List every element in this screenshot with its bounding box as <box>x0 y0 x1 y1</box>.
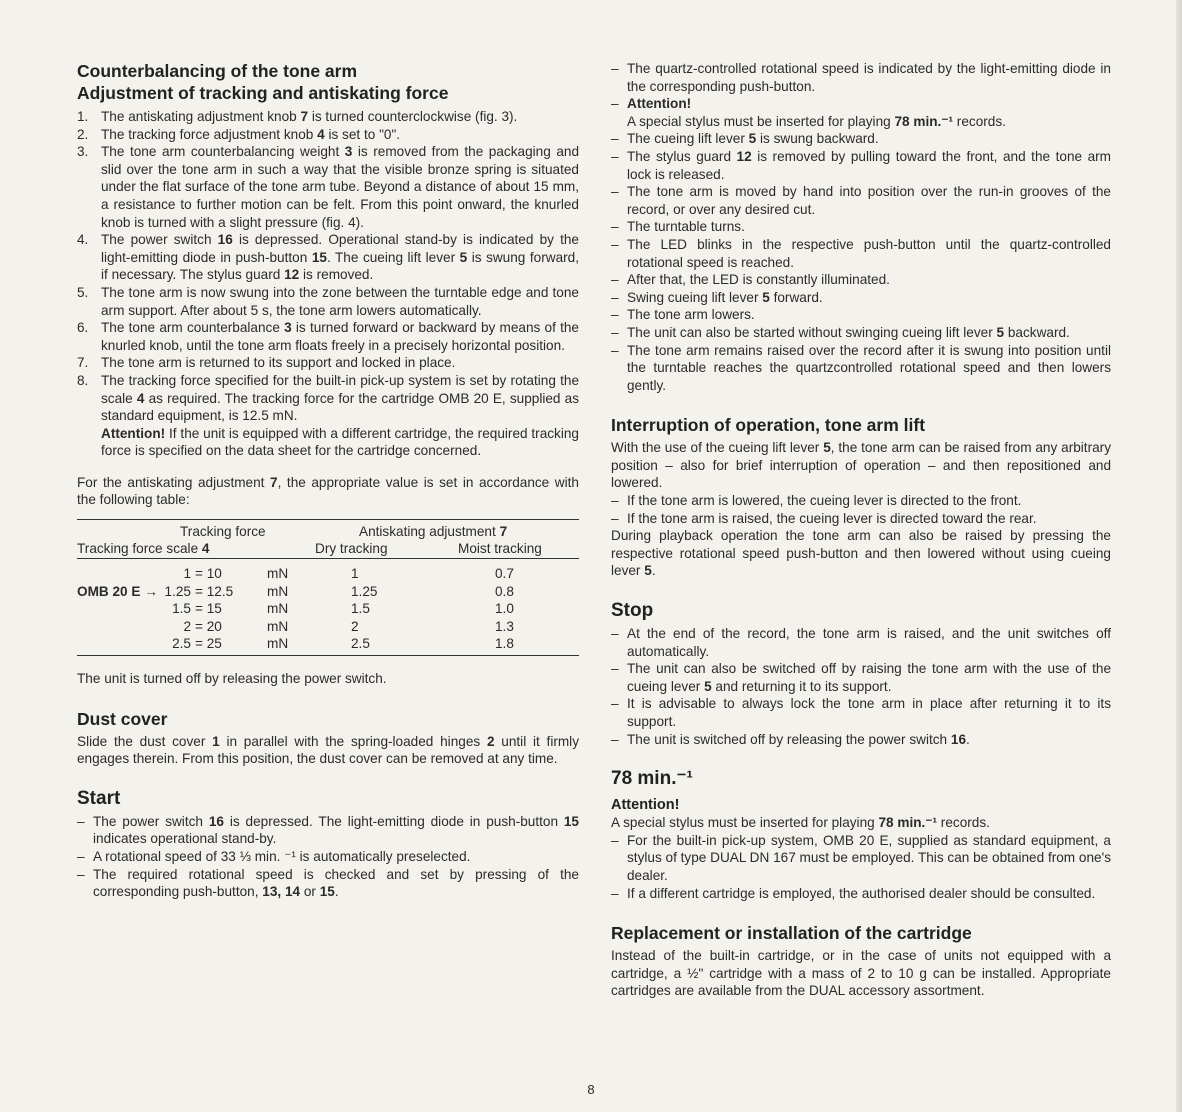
table-cell-dry: 1.5 <box>351 601 370 617</box>
table-head-antiskating: Antiskating adjustment 7 <box>359 524 508 540</box>
start-item: – The LED blinks in the respective push-button until the quartz-controlled rotational speed is reached. <box>611 236 1111 271</box>
step-number: 7. <box>77 355 89 371</box>
interruption-tail: During playback operation the tone arm can also be raised by pressing the respective rotational speed push-button and then lowered without using cueing lever 5. <box>611 528 1111 579</box>
right-column <box>611 60 1111 1000</box>
table-cell-dry: 1.25 <box>351 583 378 599</box>
start-item: – The tone arm is moved by hand into position over the run-in grooves of the record, or over any desired cut. <box>611 183 1111 218</box>
table-cell-unit: mN <box>267 583 289 599</box>
stop-item: – It is advisable to always lock the tone arm in place after returning it to its support. <box>611 695 1111 730</box>
start-item: – The turntable turns. <box>611 218 1111 236</box>
table-cell-scale: 2.5 <box>172 636 191 652</box>
table-cell-scale: 1.25 <box>164 583 191 599</box>
stop-item: – The unit is switched off by releasing the power switch 16. <box>611 731 1111 749</box>
antiskating-intro: For the antiskating adjustment 7, the appropriate value is set in accordance with the following table: <box>77 474 579 508</box>
step-number: 5. <box>77 284 89 300</box>
table-cell-scale: 1 <box>183 566 191 582</box>
78-min-list <box>611 832 1111 902</box>
table-cell-moist: 1.0 <box>495 601 514 617</box>
start-continued-list <box>611 60 1111 394</box>
step-item: 1. The antiskating adjustment knob 7 is turned counterclockwise (fig. 3). <box>77 109 518 124</box>
step-item: 3. The tone arm counterbalancing weight 3 is removed from the packaging and slid over the tone arm in such a way that the visible bronze spring is situated under the flat surface of the tone arm tube. Beyond a distance of about 15 mm, a resistance to further motion can be felt. From this point onward, the knurled knob is turned with a slight pressure (fig. 4). <box>77 144 579 230</box>
table-cell-dry: 2.5 <box>351 636 370 652</box>
start-item: – The stylus guard 12 is removed by pulling toward the front, and the tone arm lock is released. <box>611 148 1111 183</box>
steps-list <box>77 108 579 460</box>
start-item: – After that, the LED is constantly illuminated. <box>611 271 1111 289</box>
interruption-item: – If the tone arm is lowered, the cueing lever is directed to the front. <box>611 492 1111 510</box>
stop-item: – At the end of the record, the tone arm is raised, and the unit switches off automatically. <box>611 625 1111 660</box>
interruption-list <box>611 492 1111 527</box>
start-item: – The unit can also be started without swinging cueing lift lever 5 backward. <box>611 324 1111 342</box>
table-cell-dry: 1 <box>351 566 359 582</box>
start-item: – The tone arm lowers. <box>611 306 1111 324</box>
interruption-text: With the use of the cueing lift lever 5, the tone arm can be raised from any arbitrary position – also for brief interruption of operation – and then repositioned and lowered. <box>611 440 1111 491</box>
table-cell-dry: 2 <box>351 618 359 634</box>
table-cell-moist: 0.8 <box>495 583 514 599</box>
heading-78-min: 78 min.⁻¹ <box>611 768 693 790</box>
interruption-item: – If the tone arm is raised, the cueing lever is directed toward the rear. <box>611 510 1111 528</box>
step-item: 4. The power switch 16 is depressed. Operational stand-by is indicated by the light-emitting diode in push-button 15. The cueing lift lever 5 is swung forward, if necessary. The stylus guard 12 is removed. <box>77 232 579 283</box>
start-item: – The required rotational speed is checked and set by pressing of the corresponding push-button, 13, 14 or 15. <box>77 866 579 901</box>
heading-counterbalancing: Counterbalancing of the tone arm <box>77 61 358 81</box>
table-cell-unit: mN <box>267 601 289 617</box>
start-item: – Swing cueing lift lever 5 forward. <box>611 289 1111 307</box>
step-item: 2. The tracking force adjustment knob 4 is set to "0". <box>77 126 401 142</box>
left-column <box>77 60 579 901</box>
table-cell-unit: mN <box>267 618 289 634</box>
step-number: 4. <box>77 232 89 248</box>
antiskating-table <box>77 519 579 656</box>
table-cell-eq: = 10 <box>195 566 222 582</box>
heading-replacement: Replacement or installation of the cartridge <box>611 923 972 944</box>
table-cell-moist: 1.8 <box>495 636 514 652</box>
dust-cover-text: Slide the dust cover 1 in parallel with the spring-loaded hinges 2 until it firmly engages therein. From this position, the dust cover can be removed at any time. <box>77 733 580 767</box>
stop-list <box>611 625 1111 748</box>
table-body <box>77 559 579 655</box>
table-head-tracking-force: Tracking force <box>180 524 266 540</box>
78-min-item: – For the built-in pick-up system, OMB 20 E, supplied as standard equipment, a stylus of type DUAL DN 167 must be employed. This can be obtained from one's dealer. <box>611 832 1111 885</box>
step-item: 8. The tracking force specified for the built-in pick-up system is set by rotating the scale 4 as required. The tracking force for the cartridge OMB 20 E, supplied as standard equipment, is 12.5 mN. Attention! If the unit is equipped with a different cartridge, the required tracking force is specified on the data sheet for the cartridge concerned. <box>77 372 579 459</box>
table-row <box>77 600 579 618</box>
step-number: 2. <box>77 126 89 142</box>
stop-item: – The unit can also be switched off by raising the tone arm with the use of the cueing lever 5 and returning it to its support. <box>611 660 1111 695</box>
table-row <box>77 583 579 601</box>
table-cell-eq: = 25 <box>195 636 222 652</box>
heading-interruption: Interruption of operation, tone arm lift <box>611 415 926 436</box>
start-list <box>77 813 579 901</box>
heading-stop: Stop <box>611 600 654 622</box>
table-row <box>77 618 579 636</box>
attention-78-label: Attention! <box>611 797 680 814</box>
step-item: 5. The tone arm is now swung into the zone between the turntable edge and tone arm support. After about 5 s, the tone arm lowers automatically. <box>77 284 579 318</box>
start-item: – The cueing lift lever 5 is swung backward. <box>611 130 1111 148</box>
table-row <box>77 635 579 653</box>
step-number: 3. <box>77 144 89 160</box>
start-item: – Attention! A special stylus must be inserted for playing 78 min.⁻¹ records. <box>611 95 1111 130</box>
table-cell-scale: 2 <box>183 618 191 634</box>
table-cell-label: OMB 20 E → <box>77 583 158 599</box>
table-cell-unit: mN <box>267 566 289 582</box>
table-head-dry: Dry tracking <box>315 541 388 557</box>
table-head-moist: Moist tracking <box>458 541 542 557</box>
page-number: 8 <box>587 1082 595 1097</box>
heading-dust-cover: Dust cover <box>77 708 168 729</box>
step-number: 6. <box>77 320 89 336</box>
start-item: – The power switch 16 is depressed. The light-emitting diode in push-button 15 indicates operational stand-by. <box>77 813 579 848</box>
start-item: – The tone arm remains raised over the record after it is swung into position until the turntable reaches the quartzcontrolled rotational speed and then lowers gently. <box>611 342 1111 395</box>
start-item: – A rotational speed of 33 ⅓ min. ⁻¹ is automatically preselected. <box>77 848 579 866</box>
table-cell-eq: = 20 <box>195 618 222 634</box>
table-head-tracking-scale: Tracking force scale 4 <box>77 541 210 557</box>
step-item: 6. The tone arm counterbalance 3 is turned forward or backward by means of the knurled knob, until the tone arm floats freely in a precisely horizontal position. <box>77 320 579 353</box>
78-min-item: – If a different cartridge is employed, the authorised dealer should be consulted. <box>611 885 1111 903</box>
start-item: – The quartz-controlled rotational speed is indicated by the light-emitting diode in the corresponding push-button. <box>611 60 1111 95</box>
replacement-text: Instead of the built-in cartridge, or in the case of units not equipped with a cartridge, a ½" cartridge with a mass of 2 to 10 g can be installed. Appropriate cartridges are available from the DUAL accessory assortment. <box>611 948 1111 999</box>
heading-adjustment: Adjustment of tracking and antiskating force <box>77 83 449 103</box>
table-cell-unit: mN <box>267 636 289 652</box>
78-min-text: A special stylus must be inserted for playing 78 min.⁻¹ records. <box>611 815 990 831</box>
table-cell-eq: = 15 <box>195 601 222 617</box>
step-number: 8. <box>77 372 89 388</box>
table-cell-moist: 0.7 <box>495 566 514 582</box>
heading-start: Start <box>77 787 121 809</box>
table-cell-eq: = 12.5 <box>195 583 234 599</box>
table-cell-moist: 1.3 <box>495 618 514 634</box>
table-row <box>77 565 579 583</box>
page-edge <box>1176 0 1182 1112</box>
step-number: 1. <box>77 109 89 124</box>
turn-off-text: The unit is turned off by releasing the power switch. <box>77 671 387 687</box>
step-item: 7. The tone arm is returned to its support and locked in place. <box>77 355 456 371</box>
table-cell-scale: 1.5 <box>172 601 191 617</box>
